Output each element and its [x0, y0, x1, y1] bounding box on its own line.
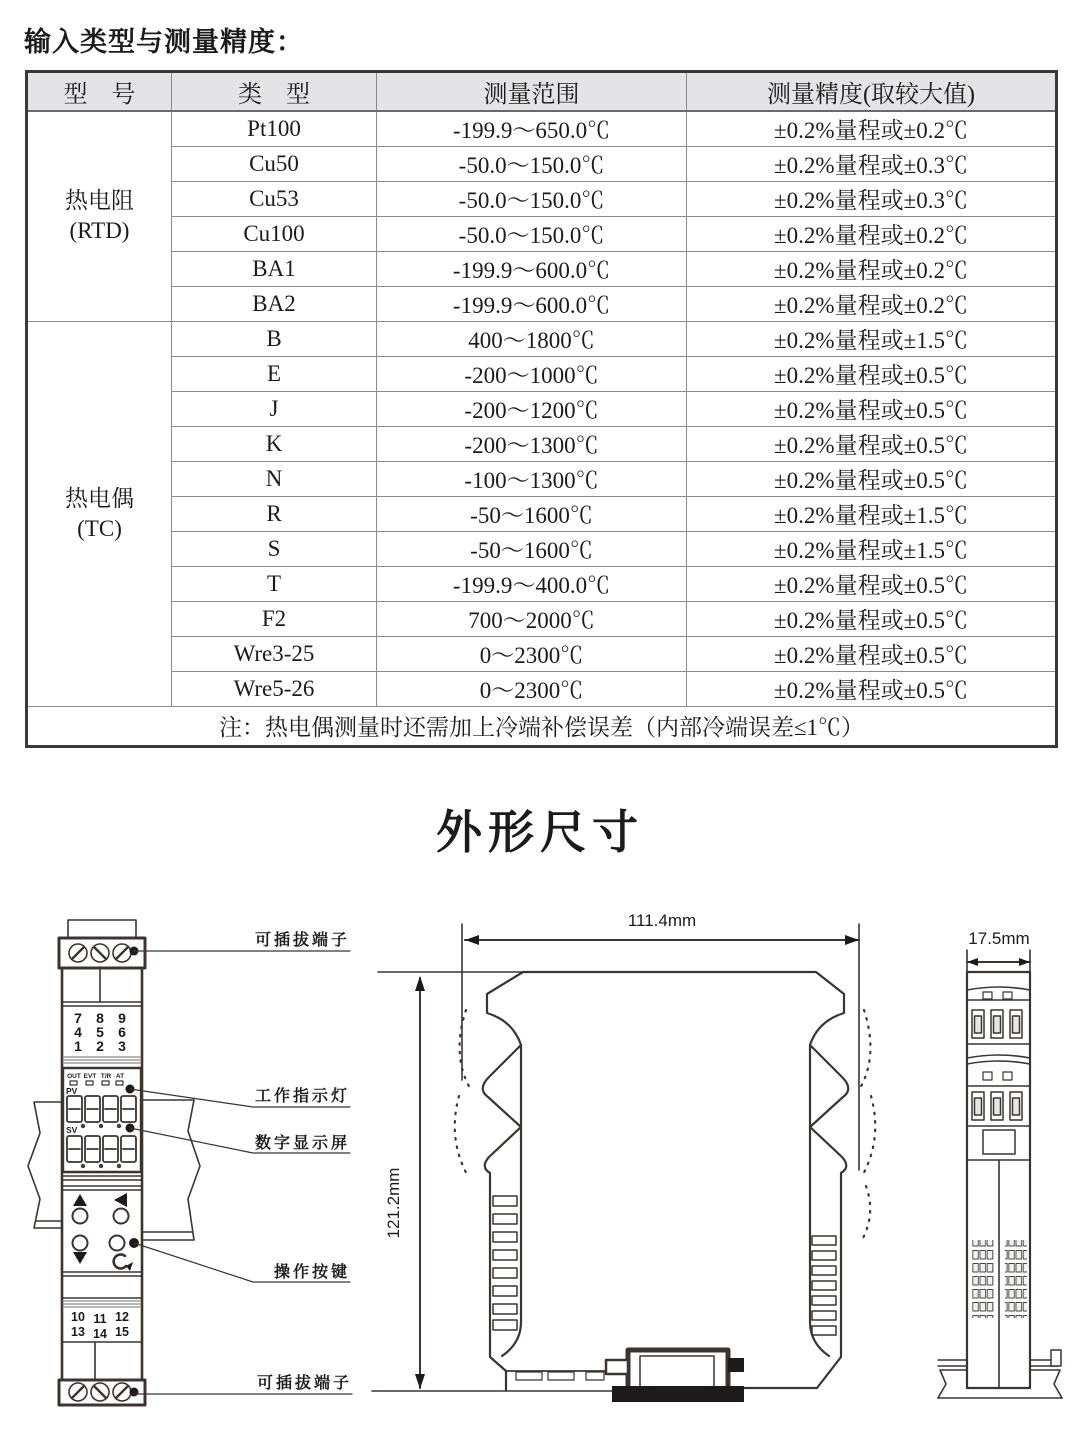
- table-row: [27, 531, 1057, 566]
- model-name: 热电阻: [65, 188, 134, 214]
- label-pluggable-terminal-bottom: 可插拔端子: [256, 1375, 352, 1392]
- type-cell: S: [172, 531, 377, 566]
- vent-grid-left: [972, 1240, 994, 1318]
- indicator-label: AT: [115, 1073, 125, 1080]
- model-sub: (TC): [77, 515, 122, 541]
- label-digital-display: 数字显示屏: [254, 1135, 350, 1152]
- din-rail-left-band: [28, 1102, 62, 1228]
- callout-labels: [255, 930, 352, 1392]
- table-header-row: [27, 72, 1057, 112]
- type-cell: B: [172, 321, 377, 356]
- table-row: [27, 251, 1057, 286]
- header-model: 型 号: [27, 72, 172, 112]
- din-rail-right-band: [142, 1100, 200, 1240]
- sv-label: SV: [66, 1125, 78, 1135]
- arrowhead: [1019, 958, 1030, 966]
- table-row: [27, 426, 1057, 461]
- accuracy-cell: ±0.2%量程或±0.5℃: [687, 391, 1057, 426]
- keypad-digit: 7: [74, 1010, 82, 1026]
- table-row: [27, 146, 1057, 181]
- accuracy-cell: ±0.2%量程或±0.5℃: [687, 566, 1057, 601]
- accuracy-cell: ±0.2%量程或±1.5℃: [687, 496, 1057, 531]
- table-row: [27, 181, 1057, 216]
- din-clip: [606, 1350, 744, 1402]
- range-cell: -199.9～400.0℃: [377, 566, 687, 601]
- indicator-label: T/R: [100, 1073, 112, 1080]
- accuracy-cell: ±0.2%量程或±0.2℃: [687, 286, 1057, 321]
- module-side-outline: [483, 972, 849, 1390]
- status-indicator-labels: [67, 1073, 124, 1080]
- indicator-label: OUT: [67, 1073, 81, 1080]
- model-cell-rtd: [27, 111, 172, 321]
- keypad-digit: 1: [74, 1038, 82, 1054]
- note-cell: 注：热电偶测量时还需加上冷端补偿误差（内部冷端误差≤1℃）: [27, 706, 1057, 746]
- header-type: 类 型: [172, 72, 377, 112]
- accuracy-cell: ±0.2%量程或±1.5℃: [687, 321, 1057, 356]
- table-row: [27, 286, 1057, 321]
- model-cell-tc: [27, 321, 172, 706]
- bottom-terminal-block: [59, 1380, 145, 1405]
- accuracy-cell: ±0.2%量程或±0.3℃: [687, 146, 1057, 181]
- header-range: 测量范围: [377, 72, 687, 112]
- type-cell: T: [172, 566, 377, 601]
- digital-display-panel: [63, 1068, 141, 1172]
- range-cell: 400～1800℃: [377, 321, 687, 356]
- height-dimension: [372, 972, 630, 1391]
- section-title-dimensions: 外形尺寸: [436, 806, 644, 858]
- arrowhead: [415, 1374, 425, 1389]
- model-sub: (RTD): [69, 218, 130, 244]
- range-cell: -200～1300℃: [377, 426, 687, 461]
- depth-dimension-label: 17.5mm: [968, 929, 1030, 948]
- header-accuracy: 测量精度(取较大值): [687, 72, 1057, 112]
- table-row: [27, 111, 1057, 146]
- arrowhead: [845, 935, 859, 945]
- accuracy-cell: ±0.2%量程或±0.5℃: [687, 356, 1057, 391]
- range-cell: -199.9～600.0℃: [377, 251, 687, 286]
- type-cell: Cu50: [172, 146, 377, 181]
- arrowhead: [415, 976, 425, 991]
- range-cell: 0～2300℃: [377, 671, 687, 706]
- type-cell: J: [172, 391, 377, 426]
- top-terminal-block: [59, 938, 145, 968]
- vent-slot-column-left: [493, 1196, 517, 1330]
- accuracy-cell: ±0.2%量程或±0.5℃: [687, 601, 1057, 636]
- table-note-row: [27, 706, 1057, 746]
- range-cell: -199.9～650.0℃: [377, 111, 687, 146]
- vent-grid-right: [1005, 1240, 1027, 1318]
- accuracy-cell: ±0.2%量程或±0.5℃: [687, 461, 1057, 496]
- vent-slot-column-right: [812, 1236, 836, 1335]
- keypad-digit: 2: [96, 1038, 104, 1054]
- terminal-number: 10: [71, 1310, 85, 1324]
- range-cell: -199.9～600.0℃: [377, 286, 687, 321]
- accuracy-cell: ±0.2%量程或±0.2℃: [687, 216, 1057, 251]
- type-cell: Wre5-26: [172, 671, 377, 706]
- keypad-digit: 9: [118, 1010, 126, 1026]
- table-row: [27, 496, 1057, 531]
- label-working-indicator: 工作指示灯: [254, 1088, 350, 1105]
- terminal-number: 14: [93, 1327, 107, 1341]
- range-cell: -100～1300℃: [377, 461, 687, 496]
- side-profile-view: [372, 911, 875, 1402]
- terminal-number: 12: [115, 1310, 129, 1324]
- accuracy-cell: ±0.2%量程或±0.2℃: [687, 251, 1057, 286]
- indicator-label: EVT: [83, 1073, 97, 1080]
- table-row: [27, 356, 1057, 391]
- page-title: 输入类型与测量精度：: [24, 27, 304, 57]
- terminal-number-grid-bottom: [71, 1310, 129, 1341]
- accuracy-cell: ±0.2%量程或±0.5℃: [687, 426, 1057, 461]
- table-row: [27, 566, 1057, 601]
- range-cell: -50.0～150.0℃: [377, 146, 687, 181]
- table-row: [27, 671, 1057, 706]
- accuracy-cell: ±0.2%量程或±0.5℃: [687, 671, 1057, 706]
- table-row: [27, 321, 1057, 356]
- model-name: 热电偶: [65, 485, 134, 511]
- table-row: [27, 601, 1057, 636]
- type-cell: R: [172, 496, 377, 531]
- keypad-digit: 6: [118, 1024, 126, 1040]
- terminal-number-grid: [74, 1010, 126, 1054]
- accuracy-cell: ±0.2%量程或±0.2℃: [687, 111, 1057, 146]
- keypad-digit: 3: [118, 1038, 126, 1054]
- module-front-view: [59, 920, 145, 1405]
- type-cell: Wre3-25: [172, 636, 377, 671]
- table-row: [27, 216, 1057, 251]
- range-cell: -50.0～150.0℃: [377, 181, 687, 216]
- terminal-number: 13: [71, 1325, 85, 1339]
- keypad-digit: 4: [74, 1024, 82, 1040]
- type-cell: BA2: [172, 286, 377, 321]
- outline-dimension-drawing: [0, 893, 1080, 1453]
- height-dimension-label: 121.2mm: [384, 1167, 403, 1239]
- arrowhead: [465, 935, 479, 945]
- terminal-number: 15: [115, 1325, 129, 1339]
- table-row: [27, 461, 1057, 496]
- terminal-number: 11: [93, 1312, 107, 1326]
- range-cell: -50.0～150.0℃: [377, 216, 687, 251]
- table-row: [27, 636, 1057, 671]
- type-cell: K: [172, 426, 377, 461]
- type-cell: F2: [172, 601, 377, 636]
- table-row: [27, 391, 1057, 426]
- label-operation-keys: 操作按键: [273, 1264, 350, 1281]
- accuracy-cell: ±0.2%量程或±0.5℃: [687, 636, 1057, 671]
- label-pluggable-terminal-top: 可插拔端子: [254, 932, 350, 949]
- end-view: [938, 929, 1062, 1398]
- type-cell: Cu100: [172, 216, 377, 251]
- pv-label: PV: [66, 1086, 78, 1096]
- type-cell: E: [172, 356, 377, 391]
- range-cell: -200～1200℃: [377, 391, 687, 426]
- arrowhead: [967, 958, 978, 966]
- type-cell: Pt100: [172, 111, 377, 146]
- type-cell: N: [172, 461, 377, 496]
- callout-dot: [130, 1388, 139, 1397]
- top-cap: [68, 920, 136, 938]
- type-cell: BA1: [172, 251, 377, 286]
- accuracy-cell: ±0.2%量程或±0.3℃: [687, 181, 1057, 216]
- range-cell: -50～1600℃: [377, 496, 687, 531]
- type-cell: Cu53: [172, 181, 377, 216]
- range-cell: -200～1000℃: [377, 356, 687, 391]
- range-cell: -50～1600℃: [377, 531, 687, 566]
- range-cell: 0～2300℃: [377, 636, 687, 671]
- width-dimension-label: 111.4mm: [627, 911, 697, 930]
- keypad-digit: 5: [96, 1024, 104, 1040]
- keypad-digit: 8: [96, 1010, 104, 1026]
- range-cell: 700～2000℃: [377, 601, 687, 636]
- input-type-accuracy-table: [25, 70, 1058, 748]
- accuracy-cell: ±0.2%量程或±1.5℃: [687, 531, 1057, 566]
